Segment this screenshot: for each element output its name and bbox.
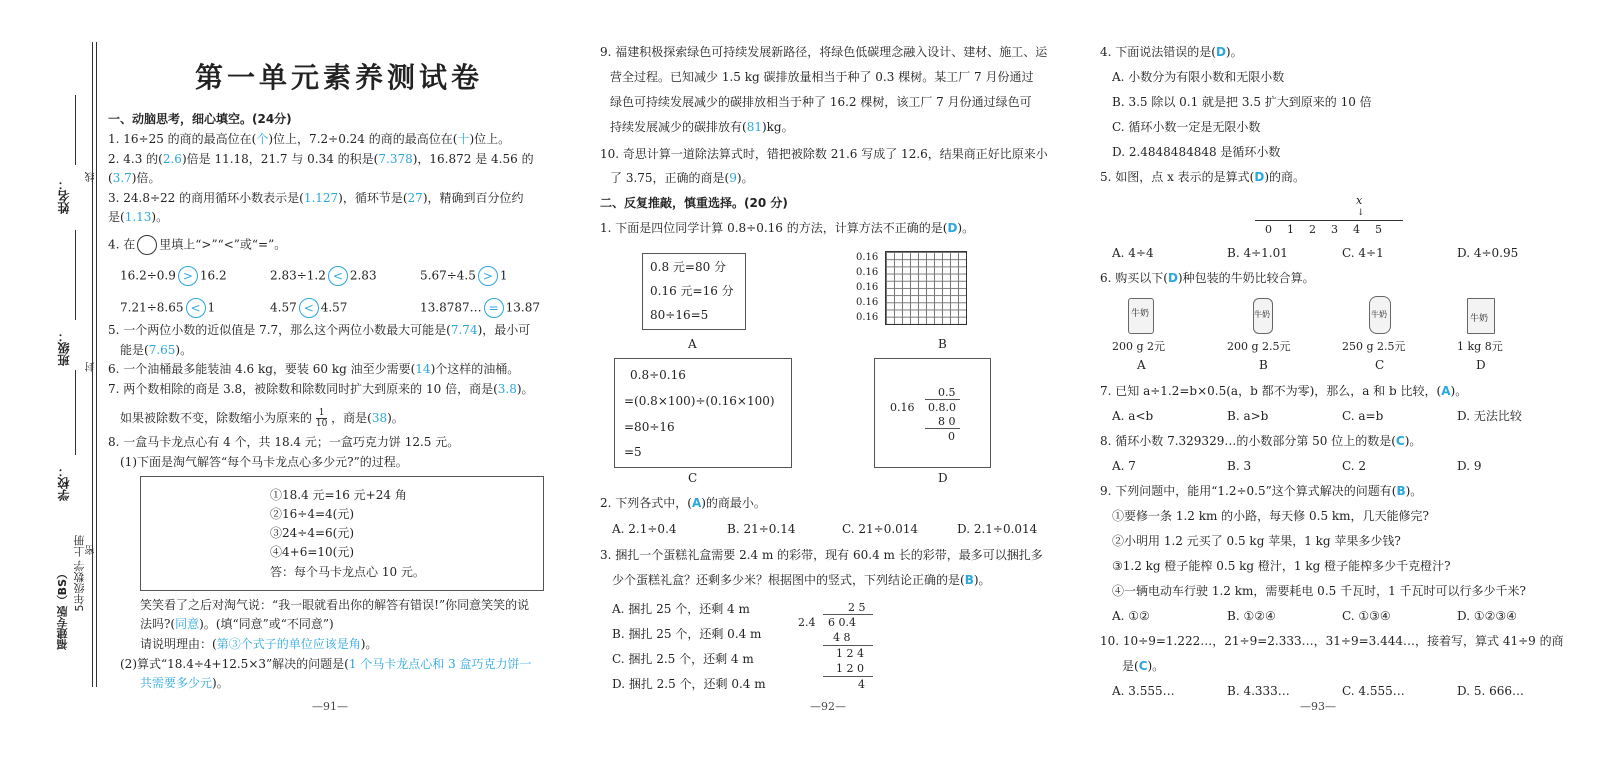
p3-q9-item2: ②小明用 1.2 元买了 0.5 kg 苹果，1 kg 苹果多少钱? (1112, 534, 1401, 548)
p3-q4-c: C. 循环小数一定是无限小数 (1112, 120, 1261, 134)
milk-d-label: D (1476, 358, 1486, 372)
p3-q9-c: C. ①③④ (1342, 609, 1391, 623)
seal-mark: 封 (86, 362, 97, 372)
method-a-line3: 80÷16=5 (650, 308, 709, 322)
choice-1: 1. 下面是四位同学计算 0.8÷0.16 的方法，计算方法不正确的是(D)。 (600, 221, 975, 235)
p3-q10-a: A. 3.555… (1112, 684, 1175, 698)
p3-q9-d: D. ①②③④ (1457, 609, 1517, 623)
question-3-cont: 是(1.13)。 (108, 210, 169, 224)
ld-divisor: 2.4 (798, 616, 816, 629)
fraction: $\frac{1}{10}$ (315, 408, 328, 429)
p3-q10: 10. 10÷9=1.222…，21÷9=2.333…，31÷9=3.444…，接着写，算式 41÷9 的商 (1100, 634, 1564, 648)
page-title: 第一单元素养测试卷 (195, 61, 484, 94)
method-b-label: B (938, 337, 947, 351)
p3-q10-c: C. 4.555… (1342, 684, 1405, 698)
arrow-down-icon: ↓ (1357, 208, 1365, 218)
choice-3-c: C. 捆扎 2.5 个，还剩 4 m (612, 652, 754, 666)
division-quotient: 0.5 (938, 386, 956, 399)
number-line-x: x (1356, 194, 1363, 207)
p3-q10-d: D. 5. 666… (1457, 684, 1524, 698)
p3-q7: 7. 已知 a÷1.2=b×0.5(a，b 都不为零)，那么，a 和 b 比较，(A)。 (1100, 384, 1468, 398)
page-number: —91— (312, 700, 348, 713)
line-mark: 线 (86, 172, 97, 182)
q9-line4: 持续发展减少的碳排放有(81)kg。 (610, 120, 794, 134)
choice-3-a: A. 捆扎 25 个，还剩 4 m (612, 602, 750, 616)
question-2: 2. 4.3 的(2.6)倍是 11.18，21.7 与 0.34 的积是(7.378)，16.872 是 4.56 的 (108, 152, 534, 166)
method-c-line1: 0.8÷0.16 (630, 368, 686, 382)
class-label: 班级： (57, 330, 71, 366)
milk-c-spec: 250 g 2.5元 (1342, 340, 1406, 353)
p3-q6: 6. 购买以下(D)种包装的牛奶比较合算。 (1100, 271, 1315, 285)
milk-d-text: 牛奶 (1470, 314, 1489, 324)
q9-line3: 绿色可持续发展减少的碳排放相当于种了 16.2 棵树，该工厂 7 月份通过绿色可 (610, 95, 1032, 109)
solution-answer: 答：每个马卡龙点心 10 元。 (270, 565, 425, 579)
division-divisor: 0.16 (890, 401, 915, 414)
q9-line2: 营全过程。已知减少 1.5 kg 碳排放量相当于种了 0.3 棵树。某工厂 7 月份通过 (610, 70, 1034, 84)
p3-q8-b: B. 3 (1227, 459, 1252, 473)
p3-q9-item1: ①要修一条 1.2 km 的小路，每天修 0.5 km，几天能修完? (1112, 509, 1429, 523)
section-2-heading: 二、反复推敲，慎重选择。(20 分) (600, 196, 788, 210)
milk-a-label: A (1137, 358, 1146, 372)
compare-4: 7.21÷8.65 < 1 (120, 298, 215, 318)
solution-step-1: ①18.4 元=16 元+24 角 (270, 488, 407, 502)
p3-q7-b: B. a>b (1227, 409, 1269, 423)
ld-remainder: 4 (858, 678, 865, 691)
question-7: 7. 两个数相除的商是 3.8，被除数和除数同时扩大到原来的 10 倍，商是(3.8)。 (108, 382, 534, 396)
question-2-cont: (3.7)倍。 (108, 171, 161, 185)
milk-b-spec: 200 g 2.5元 (1227, 340, 1291, 353)
ld-dividend: 6 0.4 (828, 616, 856, 629)
grid-label-2: 0.16 (856, 267, 879, 278)
number-line (1255, 220, 1403, 221)
compare-1: 16.2÷0.9 > 16.2 (120, 266, 227, 286)
compare-3: 5.67÷4.5 > 1 (420, 266, 508, 286)
division-product: 8 0 (938, 415, 956, 428)
ld-step-1: 4 8 (833, 631, 851, 644)
compare-6: 13.8787… = 13.87 (420, 298, 540, 318)
choice-3-d: D. 捆扎 2.5 个，还剩 0.4 m (612, 677, 766, 691)
q9-line1: 9. 福建积极探索绿色可持续发展新路径，将绿色低碳理念融入设计、建材、施工、运 (600, 45, 1048, 59)
milk-c-label: C (1375, 358, 1385, 372)
p3-q10-b: B. 4.333… (1227, 684, 1290, 698)
milk-b-text: 牛奶 (1254, 310, 1270, 319)
question-6: 6. 一个油桶最多能装油 4.6 kg，要装 60 kg 油至少需要(14)个这样的油桶。 (108, 362, 520, 376)
question-8-sub2: (2)算式“18.4÷4+12.5×3”解决的问题是(1 个马卡龙点心和 3 盒巧克力饼一 (120, 657, 532, 671)
tick-4: 4 (1353, 223, 1360, 236)
p3-q8-c: C. 2 (1342, 459, 1367, 473)
milk-a-spec: 200 g 2元 (1112, 340, 1166, 353)
ld-step-2: 1 2 4 (836, 647, 864, 660)
choice-2: 2. 下列各式中，(A)的商最小。 (600, 496, 766, 510)
p3-q9-a: A. ①② (1112, 609, 1150, 623)
tick-1: 1 (1287, 223, 1294, 236)
solution-step-2: ②16÷4=4(元) (270, 507, 355, 521)
division-remainder: 0 (948, 430, 955, 443)
p3-q4-d: D. 2.4848484848 是循环小数 (1112, 145, 1281, 159)
compare-5: 4.57 < 4.57 (270, 298, 347, 318)
question-8-sub1: (1)下面是淘气解答“每个马卡龙点心多少元?”的过程。 (120, 455, 408, 469)
p3-q9-item3: ③1.2 kg 橙子能榨 0.5 kg 橙汁，1 kg 橙子能榨多少千克橙汁? (1112, 559, 1451, 573)
milk-a-text: 牛奶 (1131, 309, 1150, 319)
grid-label-4: 0.16 (856, 297, 879, 308)
choice-3-line2: 少个蛋糕礼盒？还剩多少米？根据图中的竖式，下列结论正确的是(B)。 (612, 573, 991, 587)
question-8-reason: 请说明理由：(第③个式子的单位应该是角)。 (140, 637, 378, 651)
page-number-93: —93— (1300, 700, 1336, 713)
p3-q7-c: C. a=b (1342, 409, 1384, 423)
question-8-sub2-cont: 共需要多少元)。 (140, 676, 229, 690)
choice-2-a: A. 2.1÷0.4 (612, 522, 677, 536)
name-label: 姓名： (57, 178, 71, 214)
book-label: 福建专版（BS） (56, 568, 69, 651)
grid-label-5: 0.16 (856, 312, 879, 323)
choice-3-b: B. 捆扎 25 个，还剩 0.4 m (612, 627, 762, 641)
p3-q5-a: A. 4÷4 (1112, 246, 1154, 260)
p3-q5-b: B. 4÷1.01 (1227, 246, 1288, 260)
p3-q8-a: A. 7 (1112, 459, 1136, 473)
question-3: 3. 24.8÷22 的商用循环小数表示是(1.127)，循环节是(27)，精确到百分位约 (108, 191, 524, 205)
question-4: 4. 在 里填上“>”“<”或“=”。 (108, 235, 286, 255)
secret-mark: 密 (86, 545, 97, 555)
tick-0: 0 (1265, 223, 1272, 236)
question-8: 8. 一盒马卡龙点心有 4 个，共 18.4 元；一盒巧克力饼 12.5 元。 (108, 435, 460, 449)
tick-2: 2 (1309, 223, 1316, 236)
tick-3: 3 (1331, 223, 1338, 236)
question-8-text: 笑笑看了之后对淘气说：“我一眼就看出你的解答有错误!”你同意笑笑的说 (140, 598, 530, 612)
section-1-heading: 一、动脑思考，细心填空。(24分) (108, 112, 292, 126)
p3-q7-d: D. 无法比较 (1457, 409, 1522, 423)
ld-step-3: 1 2 0 (836, 662, 864, 675)
p3-q8-d: D. 9 (1457, 459, 1482, 473)
p3-q10-cont: 是(C)。 (1122, 659, 1165, 673)
p3-q5: 5. 如图，点 x 表示的是算式(D)的商。 (1100, 170, 1305, 184)
question-8-agree: 法吗?(同意)。(填“同意”或“不同意”) (140, 617, 334, 631)
p3-q7-a: A. a<b (1112, 409, 1154, 423)
choice-2-c: C. 21÷0.014 (842, 522, 919, 536)
p3-q8: 8. 循环小数 7.329329…的小数部分第 50 位上的数是(C)。 (1100, 434, 1422, 448)
method-c-line3: =80÷16 (624, 420, 675, 434)
question-5: 5. 一个两位小数的近似值是 7.7，那么这个两位小数最大可能是(7.74)，最小可 (108, 323, 531, 337)
p3-q5-d: D. 4÷0.95 (1457, 246, 1519, 260)
solution-step-4: ④4+6=10(元) (270, 545, 355, 559)
method-c-line2: =(0.8×100)÷(0.16×100) (624, 394, 775, 408)
grid-label-1: 0.16 (856, 252, 879, 263)
ld-quotient: 2 5 (848, 601, 866, 614)
choice-2-b: B. 21÷0.14 (727, 522, 796, 536)
division-dividend: 0.8.0 (928, 401, 956, 414)
school-label: 学校： (57, 465, 71, 501)
compare-2: 2.83÷1.2 < 2.83 (270, 266, 377, 286)
choice-2-d: D. 2.1÷0.014 (957, 522, 1038, 536)
p3-q4-a: A. 小数分为有限小数和无限小数 (1112, 70, 1285, 84)
grade-label: 5年级数学 上册 (73, 535, 86, 612)
choice-3-line1: 3. 捆扎一个蛋糕礼盒需要 2.4 m 的彩带，现有 60.4 m 长的彩带，最多可以捆扎多 (600, 548, 1043, 562)
method-a-line1: 0.8 元=80 分 (650, 260, 727, 274)
p3-q9-b: B. ①②④ (1227, 609, 1276, 623)
method-c-line4: =5 (624, 445, 642, 459)
method-d-label: D (938, 471, 948, 485)
question-1: 1. 16÷25 的商的最高位在(个)位上，7.2÷0.24 的商的最高位在(十)位上。 (108, 132, 511, 146)
grid-label-3: 0.16 (856, 282, 879, 293)
method-c-label: C (688, 471, 698, 485)
milk-c-text: 牛奶 (1371, 310, 1387, 319)
milk-b-label: B (1259, 358, 1268, 372)
p3-q9: 9. 下列问题中，能用“1.2÷0.5”这个算式解决的问题有(B)。 (1100, 484, 1423, 498)
page-number-92: —92— (810, 700, 846, 713)
p3-q4: 4. 下面说法错误的是(D)。 (1100, 45, 1243, 59)
method-a-label: A (688, 337, 697, 351)
method-a-line2: 0.16 元=16 分 (650, 284, 734, 298)
tick-5: 5 (1375, 223, 1382, 236)
p3-q4-b: B. 3.5 除以 0.1 就是把 3.5 扩大到原来的 10 倍 (1112, 95, 1372, 109)
q10-line2: 了 3.75，正确的商是(9)。 (610, 171, 754, 185)
milk-d-spec: 1 kg 8元 (1457, 340, 1503, 353)
p3-q9-item4: ④一辆电动车行驶 1.2 km，需要耗电 0.5 千瓦时，1 千瓦时可以行多少千米? (1112, 584, 1526, 598)
q10-line1: 10. 奇思计算一道除法算式时，错把被除数 21.6 写成了 12.6，结果商正好比原来小 (600, 147, 1048, 161)
solution-step-3: ③24÷4=6(元) (270, 526, 355, 540)
question-7-cont: 如果被除数不变，除数缩小为原来的 $\frac{1}{10}$ ，商是(38)。 (120, 408, 404, 429)
question-5-cont: 能是(7.65)。 (120, 343, 193, 357)
p3-q5-c: C. 4÷1 (1342, 246, 1384, 260)
